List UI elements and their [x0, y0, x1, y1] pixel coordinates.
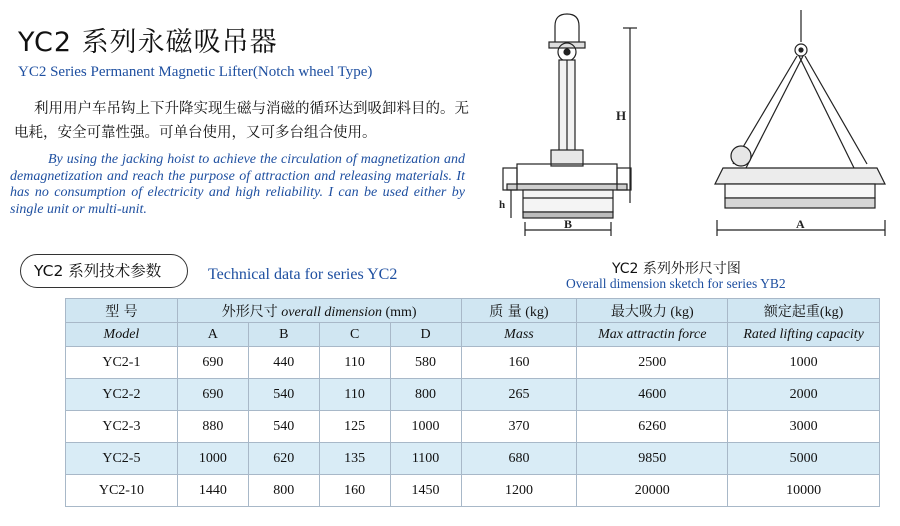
cell-dim-d: 1100: [390, 443, 461, 475]
cell-capacity: 3000: [728, 411, 880, 443]
table-row: [66, 347, 880, 379]
header-mass-en: Mass: [461, 323, 577, 347]
dimension-label-A: A: [796, 217, 805, 231]
cell-max-force: 4600: [577, 379, 728, 411]
cell-mass: 160: [461, 347, 577, 379]
cell-capacity: 1000: [728, 347, 880, 379]
page-title: YC2 系列永磁吸吊器: [18, 27, 278, 58]
cell-model: YC2-5: [66, 443, 178, 475]
cell-dim-a: 690: [177, 379, 248, 411]
cell-dim-b: 540: [248, 411, 319, 443]
cell-max-force: 6260: [577, 411, 728, 443]
header-col-a: A: [177, 323, 248, 347]
cell-mass: 370: [461, 411, 577, 443]
cell-mass: 680: [461, 443, 577, 475]
cell-model: YC2-3: [66, 411, 178, 443]
cell-model: YC2-1: [66, 347, 178, 379]
cell-dim-b: 620: [248, 443, 319, 475]
cell-dim-a: 690: [177, 347, 248, 379]
sketch-caption-english: Overall dimension sketch for series YB2: [566, 276, 786, 291]
cell-dim-c: 135: [319, 443, 390, 475]
cell-mass: 265: [461, 379, 577, 411]
cell-max-force: 9850: [577, 443, 728, 475]
header-col-c: C: [319, 323, 390, 347]
cell-dim-a: 880: [177, 411, 248, 443]
table-body: [66, 347, 880, 507]
dimension-label-B: B: [564, 217, 573, 231]
cell-dim-d: 1450: [390, 475, 461, 507]
header-capacity: 额定起重(kg): [728, 299, 880, 323]
cell-dim-c: 110: [319, 347, 390, 379]
dimension-label-h: h: [499, 199, 506, 211]
section-label-english: Technical data for series YC2: [208, 266, 398, 283]
cell-max-force: 20000: [577, 475, 728, 507]
cell-capacity: 5000: [728, 443, 880, 475]
sketch-caption-chinese: YC2 系列外形尺寸图: [612, 261, 741, 277]
cell-dim-b: 800: [248, 475, 319, 507]
cell-dim-b: 540: [248, 379, 319, 411]
cell-dim-d: 1000: [390, 411, 461, 443]
cell-dim-d: 580: [390, 347, 461, 379]
cell-capacity: 2000: [728, 379, 880, 411]
header-capacity-en: Rated lifting capacity: [728, 323, 880, 347]
cell-model: YC2-10: [66, 475, 178, 507]
header-model: 型 号: [66, 299, 178, 323]
cell-dim-b: 440: [248, 347, 319, 379]
cell-dim-a: 1000: [177, 443, 248, 475]
cell-capacity: 10000: [728, 475, 880, 507]
technical-data-table: [65, 298, 880, 507]
cell-dim-d: 800: [390, 379, 461, 411]
cell-dim-c: 110: [319, 379, 390, 411]
table-row: [66, 411, 880, 443]
table-row: [66, 443, 880, 475]
cell-dim-c: 125: [319, 411, 390, 443]
header-max-force: 最大吸力 (kg): [577, 299, 728, 323]
header-col-d: D: [390, 323, 461, 347]
cell-max-force: 2500: [577, 347, 728, 379]
cell-dim-c: 160: [319, 475, 390, 507]
header-force-en: Max attractin force: [577, 323, 728, 347]
table-row: [66, 379, 880, 411]
cell-model: YC2-2: [66, 379, 178, 411]
cell-dim-a: 1440: [177, 475, 248, 507]
table-row: [66, 475, 880, 507]
header-overall-dimension: 外形尺寸 overall dimension (mm): [177, 299, 461, 323]
page-subtitle: YC2 Series Permanent Magnetic Lifter(Notch wheel Type): [18, 64, 373, 80]
front-view-sketch: [495, 8, 645, 243]
header-col-b: B: [248, 323, 319, 347]
header-mass: 质 量 (kg): [461, 299, 577, 323]
description-english: By using the jacking hoist to achieve the circulation of magnetization and demagnetization and reach the purpose of attraction and releasing materials. It has no consumption of electricity and high reliability. I can be used either by single unit or multi-unit.: [10, 152, 465, 217]
section-label-chinese: YC2 系列技术参数: [34, 262, 162, 280]
header-model-en: Model: [66, 323, 178, 347]
side-view-sketch: [705, 6, 895, 241]
dimension-label-H: H: [616, 108, 627, 123]
cell-mass: 1200: [461, 475, 577, 507]
description-chinese: 利用用户车吊钩上下升降实现生磁与消磁的循环达到吸卸料目的。无电耗，安全可靠性强。可单台使用，又可多台组合使用。: [14, 101, 469, 141]
